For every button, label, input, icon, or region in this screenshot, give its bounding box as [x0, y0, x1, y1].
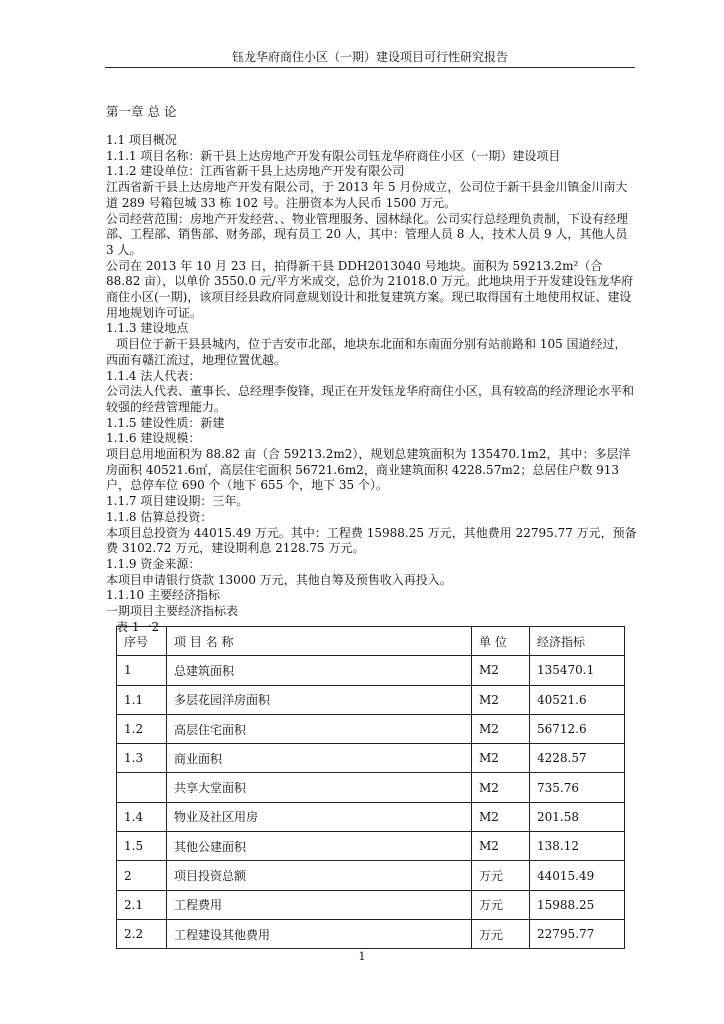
- row-index: 1: [117, 656, 167, 685]
- row-unit: M2: [472, 802, 530, 831]
- row-item: 项目投资总额: [167, 861, 472, 890]
- row-item: 共享大堂面积: [167, 773, 472, 802]
- company-intro-paragraph: 江西省新干县上达房地产开发有限公司，于 2013 年 5 月份成立，公司位于新干县金川镇金川南大道 289 号箱包城 33 栋 102 号。注册资本为人民币 1500 万元。: [106, 180, 628, 210]
- row-value: 4228.57: [530, 744, 625, 773]
- row-index: 1.5: [117, 832, 167, 861]
- row-item: 工程建设其他费用: [167, 919, 472, 948]
- land-acquisition-paragraph: 公司在 2013 年 10 月 23 日，拍得新干县 DDH2013040 号地块。面积为 59213.2m²（合 88.82 亩），以单价 3550.0 元/平方米成交，总价为 21018.0 万元。此地块用于开发建设钰龙华府商住小区(一期)，该项目经县政府同意规划设计和批复建筑方案。现已取得国有土地使用权证、建设用地规划许可证。: [106, 258, 634, 320]
- table-row: [117, 744, 625, 773]
- table-row: [117, 832, 625, 861]
- row-index: 1.3: [117, 744, 167, 773]
- row-value: 735.76: [530, 773, 625, 802]
- funding-paragraph: 本项目申请银行贷款 13000 万元，其他自筹及预售收入再投入。: [106, 572, 452, 587]
- row-item: 商业面积: [167, 744, 472, 773]
- section-heading: 1.1 项目概况: [106, 133, 177, 147]
- construction-period-line: 1.1.7 项目建设期：三年。: [106, 494, 249, 509]
- row-index: 2: [117, 861, 167, 890]
- chapter-heading: 第一章 总 论: [106, 104, 177, 119]
- row-unit: 万元: [472, 861, 530, 890]
- scale-paragraph: 项目总用地面积为 88.82 亩（合 59213.2m2），规划总建筑面积为 135470.1m2，其中：多层洋房面积 40521.6㎡，高层住宅面积 56721.6m2，商业建筑面积 4228.57m2；总居住户数 913 户，总停车位 690 个（地下 655 个，地下 35 个）。: [106, 447, 631, 493]
- table-row: [117, 773, 625, 802]
- scale-heading: 1.1.6 建设规模：: [106, 431, 201, 446]
- investment-heading: 1.1.8 估算总投资：: [106, 509, 213, 524]
- table-title: 一期项目主要经济指标表: [106, 604, 239, 619]
- location-paragraph: 项目位于新干县县城内，位于吉安市北部，地块东北面和东南面分别有站前路和 105 国道经过，西面有赣江流过，地理位置优越。: [106, 337, 627, 367]
- row-item: 多层花园洋房面积: [167, 685, 472, 714]
- legal-rep-heading: 1.1.4 法人代表：: [106, 368, 201, 383]
- row-index: 2.2: [117, 919, 167, 948]
- row-index: 1.1: [117, 685, 167, 714]
- row-unit: 万元: [472, 919, 530, 948]
- table-row: [117, 919, 625, 948]
- header-cell-index: 序号: [117, 627, 167, 656]
- builder-line: 1.1.2 建设单位：江西省新干县上达房地产开发有限公司: [106, 164, 405, 179]
- location-heading: 1.1.3 建设地点: [106, 321, 189, 336]
- business-scope-paragraph: 公司经营范围：房地产开发经营、、物业管理服务、园林绿化。公司实行总经理负责制，下设有经理部、工程部、销售部、财务部，现有员工 20 人，其中：管理人员 8 人，技术人员 9 人，其他人员 3 人。: [106, 211, 629, 257]
- row-value: 201.58: [530, 802, 625, 831]
- row-unit: M2: [472, 744, 530, 773]
- investment-paragraph: 本项目总投资为 44015.49 万元。其中：工程费 15988.25 万元，其他费用 22795.77 万元，预备费 3102.72 万元，建设期利息 2128.75 万元。: [106, 525, 637, 556]
- row-unit: M2: [472, 685, 530, 714]
- construction-nature-line: 1.1.5 建设性质：新建: [106, 415, 225, 430]
- table-label: 表 1一2: [116, 619, 160, 634]
- row-value: 44015.49: [530, 861, 625, 890]
- row-unit: M2: [472, 656, 530, 685]
- row-item: 物业及社区用房: [167, 802, 472, 831]
- table-row: [117, 861, 625, 890]
- table-row: [117, 890, 625, 919]
- row-unit: 万元: [472, 890, 530, 919]
- row-unit: M2: [472, 832, 530, 861]
- row-index: [117, 773, 167, 802]
- row-index: 1.2: [117, 714, 167, 743]
- row-value: 15988.25: [530, 890, 625, 919]
- header-cell-item: 项 目 名 称: [167, 627, 472, 656]
- page-number: 1: [358, 950, 366, 963]
- row-value: 40521.6: [530, 685, 625, 714]
- table-header-row: [117, 627, 625, 656]
- table-row: [117, 685, 625, 714]
- page-header-title: 钰龙华府商住小区（一期）建设项目可行性研究报告: [231, 50, 508, 64]
- indicators-heading: 1.1.10 主要经济指标: [106, 588, 220, 603]
- row-value: 135470.1: [530, 656, 625, 685]
- row-item: 其他公建面积: [167, 832, 472, 861]
- row-unit: M2: [472, 714, 530, 743]
- project-name-line: 1.1.1 项目名称：新干县上达房地产开发有限公司钰龙华府商住小区（一期）建设项目: [106, 148, 561, 163]
- header-divider: [105, 67, 635, 68]
- legal-rep-paragraph: 公司法人代表、董事长、总经理李俊锋，现正在开发钰龙华府商住小区，具有较高的经济理论水平和较强的经营管理能力。: [106, 384, 635, 414]
- row-index: 1.4: [117, 802, 167, 831]
- row-value: 22795.77: [530, 919, 625, 948]
- row-unit: M2: [472, 773, 530, 802]
- economic-indicators-table: [116, 626, 625, 949]
- row-item: 总建筑面积: [167, 656, 472, 685]
- funding-heading: 1.1.9 资金来源：: [106, 556, 201, 571]
- table-row: [117, 802, 625, 831]
- body-text: [106, 133, 638, 636]
- row-item: 高层住宅面积: [167, 714, 472, 743]
- row-item: 工程费用: [167, 890, 472, 919]
- table-row: [117, 714, 625, 743]
- row-value: 138.12: [530, 832, 625, 861]
- table-row: [117, 656, 625, 685]
- header-cell-unit: 单 位: [472, 627, 530, 656]
- row-value: 56712.6: [530, 714, 625, 743]
- row-index: 2.1: [117, 890, 167, 919]
- header-cell-value: 经济指标: [530, 627, 625, 656]
